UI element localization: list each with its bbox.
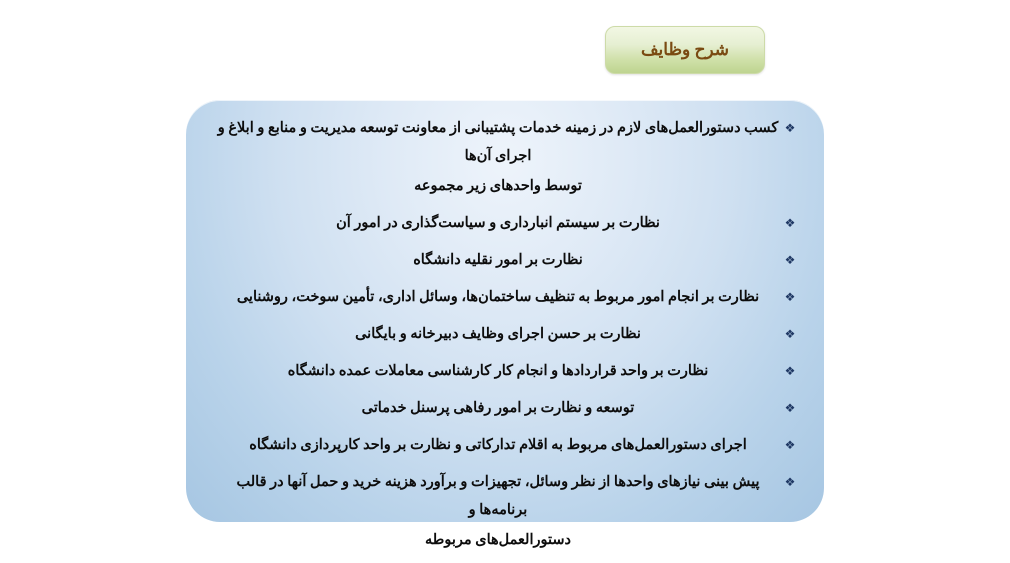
- list-item-text: [208, 320, 782, 348]
- list-item: [208, 283, 798, 311]
- list-item-main: نظارت بر حسن اجرای وظایف دبیرخانه و بایگانی: [355, 326, 641, 342]
- bullet-icon: ❖: [784, 216, 796, 230]
- list-item-main: نظارت بر واحد قراردادها و انجام کار کارشناسی معاملات عمده دانشگاه: [287, 363, 709, 379]
- duties-list: [186, 114, 824, 563]
- list-item-main: کسب دستورالعمل‌های لازم در زمینه خدمات پشتیبانی از معاونت توسعه مدیریت و منابع و ابلاغ و اجرای آن‌ها: [217, 120, 779, 164]
- list-item-main: نظارت بر امور نقلیه دانشگاه: [413, 252, 583, 268]
- list-item: [208, 431, 798, 459]
- page-title: شرح وظایف: [640, 40, 730, 59]
- list-item: [208, 357, 798, 385]
- list-item: [208, 320, 798, 348]
- list-item-main: اجرای دستورالعمل‌های مربوط به اقلام تدارکاتی و نظارت بر واحد کارپردازی دانشگاه: [249, 437, 747, 453]
- list-item-text: [208, 468, 782, 554]
- list-item-continuation: توسط واحدهای زیر مجموعه: [414, 178, 582, 194]
- list-item-continuation: دستورالعمل‌های مربوطه: [425, 532, 571, 548]
- bullet-icon: ❖: [784, 253, 796, 267]
- page-title-banner: [605, 26, 765, 74]
- list-item: [208, 394, 798, 422]
- list-item: [208, 468, 798, 554]
- bullet-icon: ❖: [784, 401, 796, 415]
- list-item-text: [208, 114, 782, 200]
- list-item-text: [208, 209, 782, 237]
- list-item-main: پیش بینی نیازهای واحدها از نظر وسائل، تجهیزات و برآورد هزینه خرید و حمل آنها در قالب برنامه‌ها و: [236, 474, 760, 518]
- list-item-main: توسعه و نظارت بر امور رفاهی پرسنل خدماتی: [361, 400, 635, 416]
- list-item-text: [208, 283, 782, 311]
- bullet-icon: ❖: [784, 364, 796, 378]
- list-item-text: [208, 394, 782, 422]
- bullet-icon: ❖: [784, 327, 796, 341]
- bullet-icon: ❖: [784, 121, 796, 135]
- list-item: [208, 246, 798, 274]
- list-item-text: [208, 357, 782, 385]
- bullet-icon: ❖: [784, 290, 796, 304]
- list-item-main: نظارت بر انجام امور مربوط به تنظیف ساختمان‌ها، وسائل اداری، تأمین سوخت، روشنایی: [236, 289, 760, 305]
- list-item-text: [208, 431, 782, 459]
- duties-panel: [186, 100, 824, 548]
- bullet-icon: ❖: [784, 438, 796, 452]
- list-item: [208, 209, 798, 237]
- bullet-icon: ❖: [784, 475, 796, 489]
- list-item-text: [208, 246, 782, 274]
- list-item-main: نظارت بر سیستم انبارداری و سیاست‌گذاری در امور آن: [336, 215, 660, 231]
- list-item: [208, 114, 798, 200]
